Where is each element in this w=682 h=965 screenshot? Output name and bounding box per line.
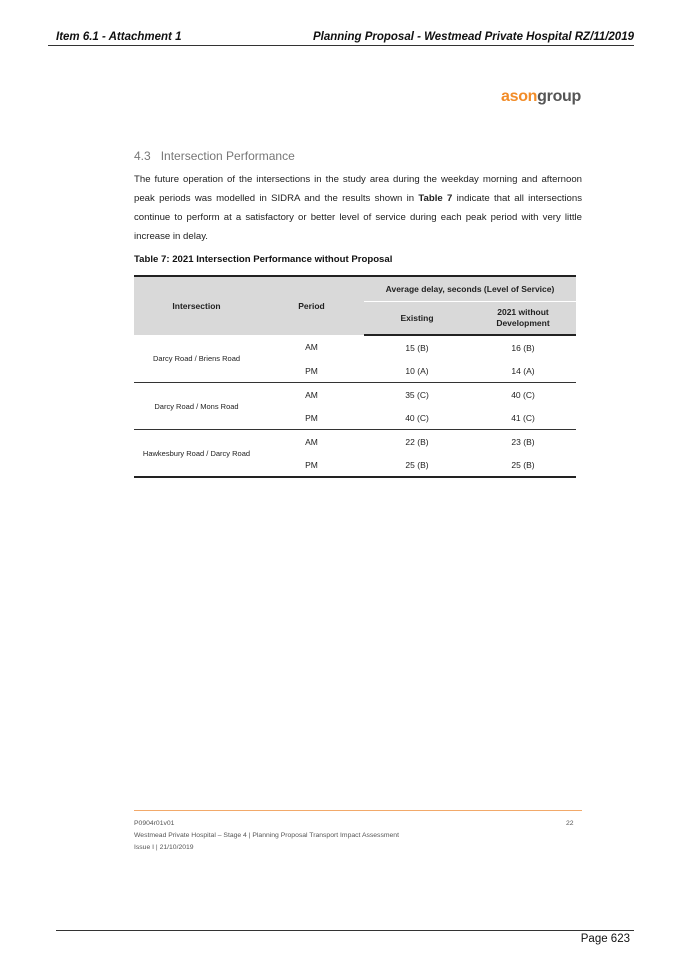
footer-issue: Issue I | 21/10/2019 [134, 844, 194, 851]
table-caption: Table 7: 2021 Intersection Performance without Proposal [134, 254, 393, 265]
col-header-future-line2: Development [496, 318, 550, 328]
col-header-existing: Existing [364, 302, 470, 336]
table-row [134, 430, 576, 454]
body-paragraph [134, 170, 582, 246]
period-cell: PM [259, 406, 364, 430]
col-header-future-line1: 2021 without [497, 307, 549, 317]
paragraph-text-2: indicate that all intersections continue to perform at a satisfactory or better level of service during each peak period with very little increase in delay. [134, 193, 582, 242]
period-cell: AM [305, 389, 318, 400]
footer-page: 22 [566, 820, 574, 827]
col-header-intersection: Intersection [134, 276, 259, 335]
paragraph-bold-ref: Table 7 [418, 193, 453, 204]
company-logo [501, 88, 581, 106]
table-row [134, 383, 576, 407]
period-cell: PM [259, 359, 364, 383]
intersection-cell: Hawkesbury Road / Darcy Road [134, 430, 259, 478]
period-cell: AM [305, 436, 318, 447]
period-cell: AM [305, 342, 318, 352]
col-header-group: Average delay, seconds (Level of Service) [364, 276, 576, 302]
intersection-cell: Darcy Road / Mons Road [134, 383, 259, 430]
future-cell: 16 (B) [511, 342, 535, 353]
existing-cell: 22 (B) [405, 436, 429, 447]
page-number: Page 623 [580, 933, 630, 945]
footer-doc: Westmead Private Hospital – Stage 4 | Planning Proposal Transport Impact Assessment [134, 832, 399, 839]
section-number: 4.3 [134, 149, 151, 163]
future-cell: 40 (C) [511, 389, 535, 400]
footer-divider [134, 810, 582, 811]
bottom-divider [56, 930, 634, 931]
existing-cell: 40 (C) [364, 406, 470, 430]
col-header-future [470, 302, 576, 336]
paragraph-text-1: The future operation of the intersections in the study area during the weekday morning and afternoon peak periods was modelled in SIDRA and the results shown in [134, 174, 582, 204]
existing-cell: 15 (B) [405, 342, 429, 353]
future-cell: 41 (C) [470, 406, 576, 430]
logo-part1: ason [501, 88, 538, 105]
table-row [134, 335, 576, 359]
performance-table [134, 275, 576, 478]
future-cell: 14 (A) [470, 359, 576, 383]
section-heading [134, 149, 295, 163]
existing-cell: 25 (B) [364, 453, 470, 477]
logo-part2: group [537, 88, 581, 105]
header-right: Planning Proposal - Westmead Private Hospital RZ/11/2019 [312, 31, 634, 43]
period-cell: PM [259, 453, 364, 477]
header-divider [48, 45, 634, 46]
footer-ref: P0904r01v01 [134, 820, 175, 827]
future-cell: 23 (B) [511, 436, 535, 447]
intersection-cell: Darcy Road / Briens Road [134, 335, 259, 383]
section-title: Intersection Performance [160, 149, 295, 163]
future-cell: 25 (B) [470, 453, 576, 477]
col-header-period: Period [259, 276, 364, 335]
existing-cell: 10 (A) [364, 359, 470, 383]
existing-cell: 35 (C) [405, 389, 429, 400]
header-left: Item 6.1 - Attachment 1 [56, 31, 182, 43]
